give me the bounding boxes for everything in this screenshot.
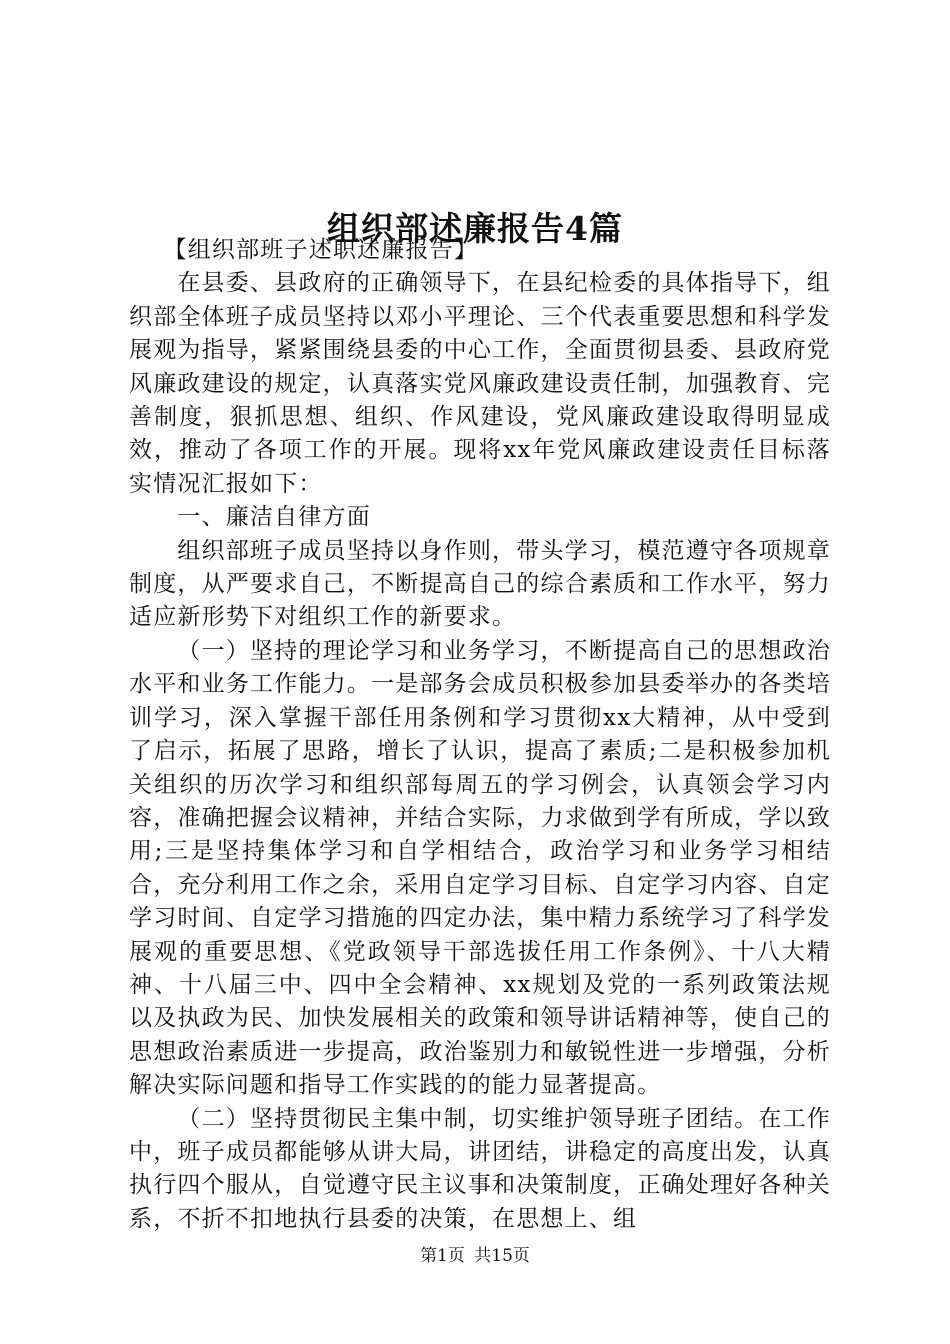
paragraph-study: （一）坚持的理论学习和业务学习，不断提高自己的思想政治水平和业务工作能力。一是部务会成员积极参加县委举办的各类培训学习，深入掌握干部任用条例和学习贯彻xx大精神，从中受到了启示，拓展了思路，增长了认识，提高了素质;二是积极参加机关组织的历次学习和组织部每周五的学习例会，认真领会学习内容，准确把握会议精神，并结合实际，力求做到学有所成，学以致用;三是坚持集体学习和自学相结合，政治学习和业务学习相结合，充分利用工作之余，采用自定学习目标、自定学习内容、自定学习时间、自定学习措施的四定办法，集中精力系统学习了科学发展观的重要思想、《党政领导干部选拔任用工作条例》、十八大精神、十八届三中、四中全会精神、xx规划及党的一系列政策法规以及执政为民、加快发展相关的政策和领导讲话精神等，使自己的思想政治素质进一步提高，政治鉴别力和敏锐性进一步增强，分析解决实际问题和指导工作实践的的能力显著提高。 xyxy=(129,637,831,1099)
heading-integrity: 一、廉洁自律方面 xyxy=(177,504,371,531)
page-footer xyxy=(0,1244,950,1268)
document-body xyxy=(129,234,831,1236)
paragraph-intro: 在县委、县政府的正确领导下，在县纪检委的具体指导下，组织部全体班子成员坚持以邓小平理论、三个代表重要思想和科学发展观为指导，紧紧围绕县委的中心工作，全面贯彻县委、县政府党风廉政建设的规定，认真落实党风廉政建设责任制，加强教育、完善制度，狠抓思想、组织、作风建设，党风廉政建设取得明显成效，推动了各项工作的开展。现将xx年党风廉政建设责任目标落实情况汇报如下： xyxy=(129,270,831,497)
page-number: 第1页 xyxy=(420,1246,465,1266)
document-title: 组织部述廉报告4篇 xyxy=(327,209,623,249)
section-heading: 【组织部班子述职述廉报告】 xyxy=(163,237,479,263)
page-total: 共15页 xyxy=(474,1246,530,1266)
paragraph-integrity: 组织部班子成员坚持以身作则，带头学习，模范遵守各项规章制度，从严要求自己，不断提高自己的综合素质和工作水平，努力适应新形势下对组织工作的新要求。 xyxy=(129,537,831,631)
paragraph-democracy: （二）坚持贯彻民主集中制，切实维护领导班子团结。在工作中，班子成员都能够从讲大局，讲团结，讲稳定的高度出发，认真执行四个服从，自觉遵守民主议事和决策制度，正确处理好各种关系，不折不扣地执行县委的决策，在思想上、组 xyxy=(129,1105,831,1232)
